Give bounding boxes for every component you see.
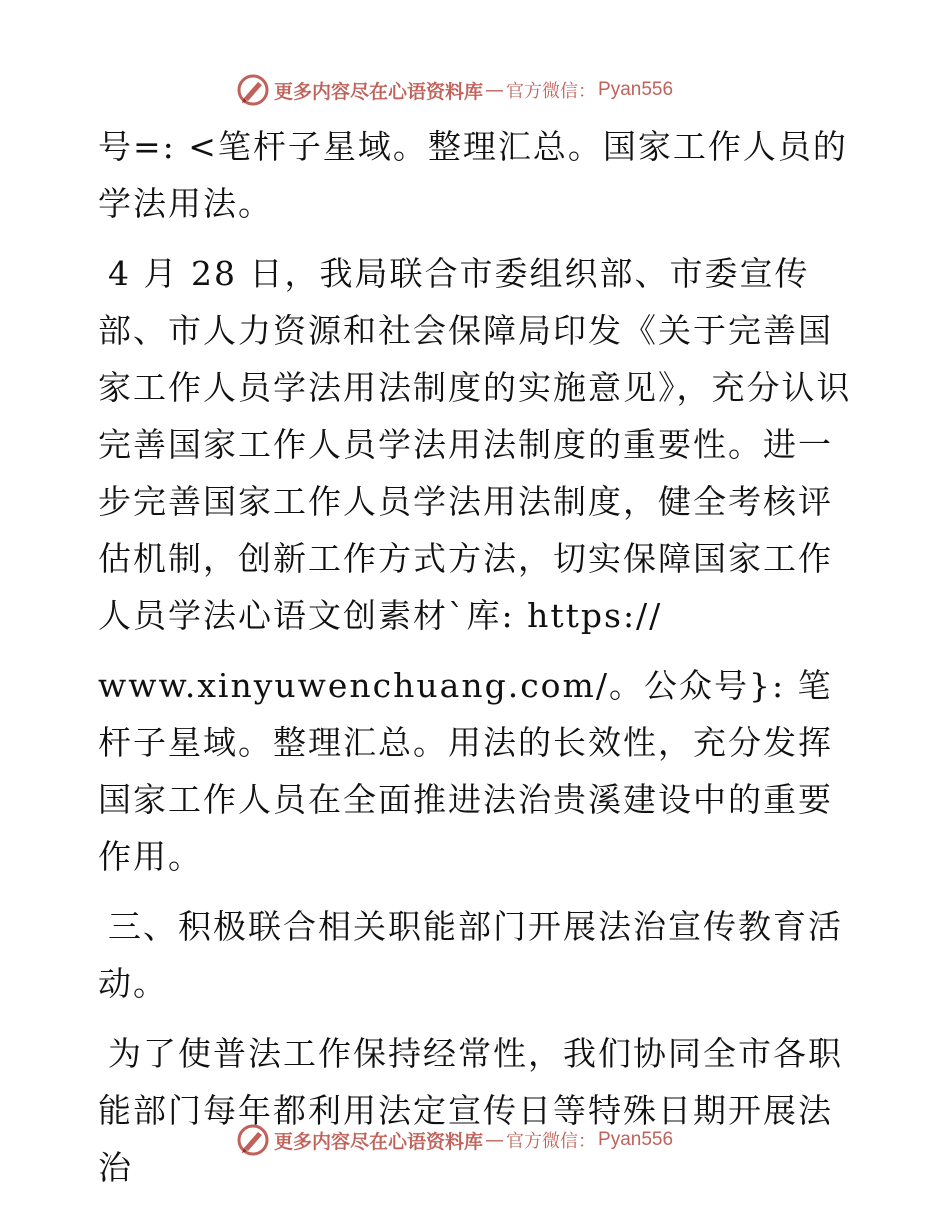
footer-watermark (236, 1122, 716, 1158)
watermark-official-label: 官方微信： (506, 81, 597, 102)
watermark-official-label: 官方微信： (506, 1131, 597, 1152)
watermark-wechat-id: Pyan556 (598, 79, 674, 100)
watermark-brand: 更多内容尽在心语资料库 (274, 80, 484, 103)
document-body (98, 118, 858, 1209)
header-watermark (236, 72, 716, 108)
pen-logo-icon (236, 1123, 270, 1157)
watermark-wechat-id: Pyan556 (598, 1129, 674, 1150)
paragraph-3: www.xinyuwenchuang.com/。公众号}: 笔杆子星域。整理汇总。用法的长效性，充分发挥国家工作人员在全面推进法治贵溪建设中的重要作用。 (98, 666, 833, 876)
watermark-brand: 更多内容尽在心语资料库 (274, 1130, 484, 1153)
watermark-dash: — (485, 79, 505, 101)
pen-logo-icon (236, 73, 270, 107)
section-heading-3: 三、积极联合相关职能部门开展法治宣传教育活动。 (98, 907, 843, 1003)
paragraph-2: 4 月 28 日，我局联合市委组织部、市委宣传部、市人力资源和社会保障局印发《关于完善国家工作人员学法用法制度的实施意见》，充分认识完善国家工作人员学法用法制度的重要性。进一步完善国家工作人员学法用法制度，健全考核评估机制，创新工作方式方法，切实保障国家工作人员学法心语文创素材`库: https:// (98, 254, 852, 635)
paragraph-1: 号=: <笔杆子星域。整理汇总。国家工作人员的学法用法。 (98, 127, 848, 223)
paragraph-4: 为了使普法工作保持经常性，我们协同全市各职能部门每年都利用法定宣传日等特殊日期开展法治 (98, 1034, 843, 1187)
watermark-dash: — (485, 1129, 505, 1151)
